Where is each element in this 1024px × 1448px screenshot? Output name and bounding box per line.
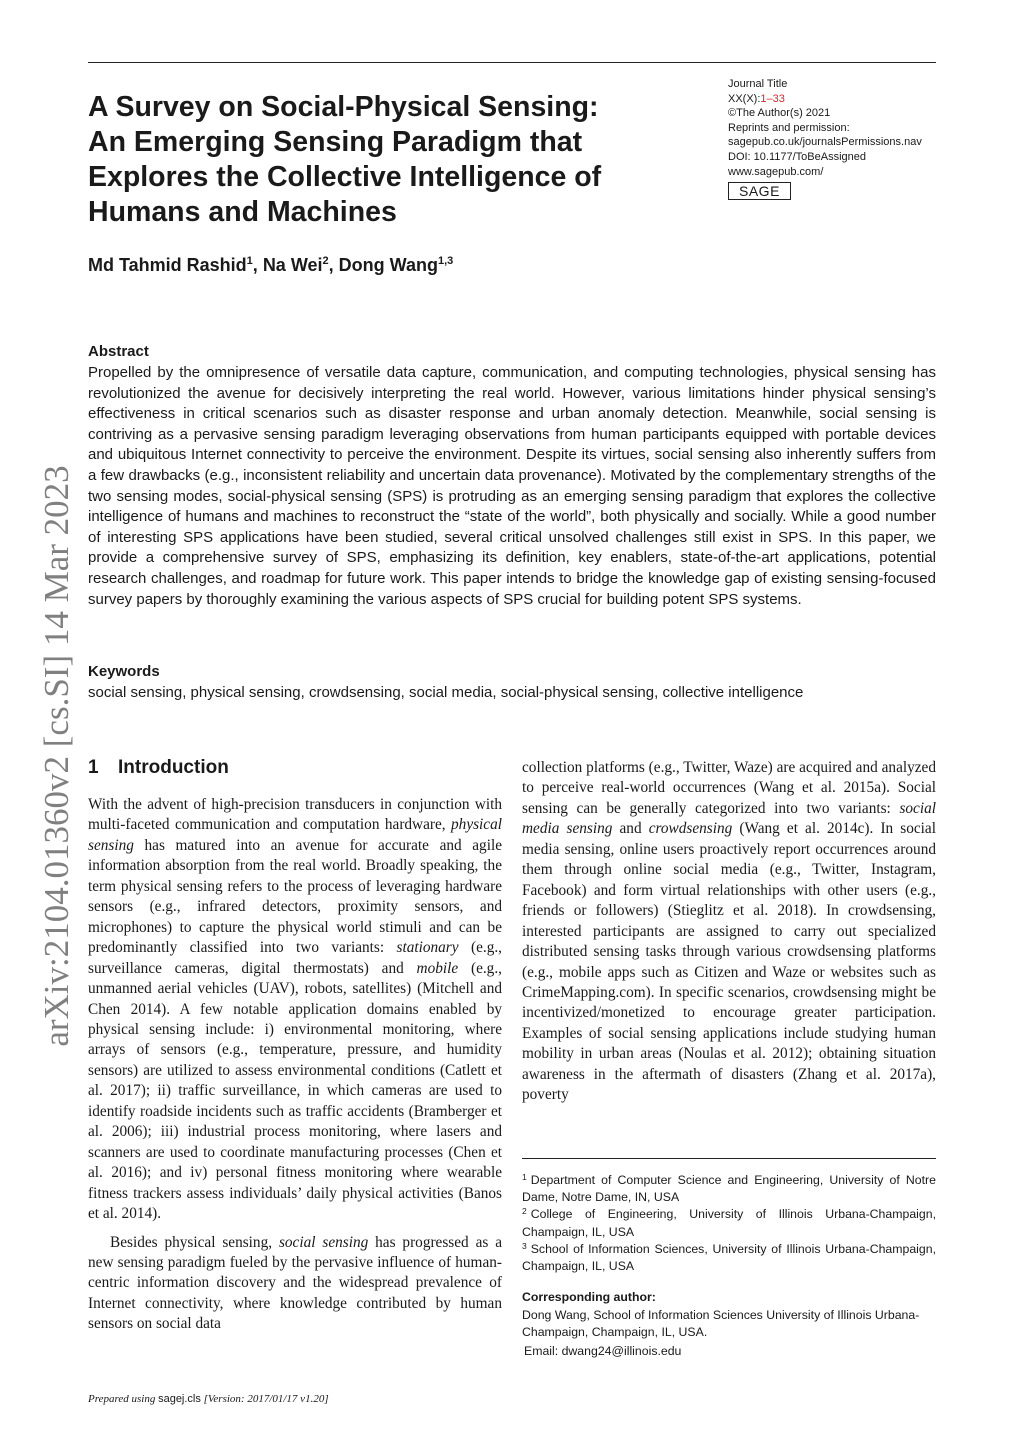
affiliations xyxy=(522,1172,936,1275)
author-name: Na Wei xyxy=(262,255,323,275)
emphasis: social sensing xyxy=(278,1233,369,1251)
footer-version: [Version: 2017/01/17 v1.20] xyxy=(200,1393,329,1405)
emphasis: physical sensing xyxy=(88,816,502,854)
doi: DOI: 10.1177/ToBeAssigned xyxy=(728,150,866,163)
copyright: ©The Author(s) 2021 xyxy=(728,107,831,120)
affiliation-number: 2 xyxy=(522,1206,527,1217)
affiliation-text: College of Engineering, University of Illinois Urbana-Champaign, Champaign, IL, USA xyxy=(522,1207,936,1239)
footer-prefix: Prepared using xyxy=(88,1393,159,1405)
reprints-url: sagepub.co.uk/journalsPermissions.nav xyxy=(728,136,922,149)
journal-website: www.sagepub.com/ xyxy=(728,165,824,178)
section-number: 1 xyxy=(88,757,99,778)
affiliation xyxy=(522,1206,936,1240)
footer-note xyxy=(88,1393,329,1405)
right-column xyxy=(522,758,936,1106)
emphasis: stationary xyxy=(396,939,459,957)
paragraph: With the advent of high-precision transducers in conjunction with multi-faceted communication and computation hardware, physical sensing has matured into an avenue for accurate and agile information absorption from the real world. Broadly speaking, the term physical sensing refers to the process of leveraging hardware sensors (e.g., infrared detectors, proximity sensors, and microphones) to capture the physical world stimuli and can be predominantly classified into two variants: stationary (e.g., surveillance cameras, digital thermostats) and mobile (e.g., unmanned aerial vehicles (UAV), robots, satellites) (Mitchell and Chen 2014). A few notable application domains enabled by physical sensing include: i) environmental monitoring, where arrays of sensors (e.g., temperature, pressure, and humidity sensors) are utilized to assess environmental conditions (Catlett et al. 2017); ii) traffic surveillance, in which cameras are used to identify roadside incidents such as traffic accidents (Bramberger et al. 2006); iii) industrial process monitoring, where lasers and scanners are used to coordinate manufacturing processes (Chen et al. 2016); and iv) personal fitness monitoring where wearable fitness trackers assess individuals’ daily physical activities (Banos et al. 2014). xyxy=(88,796,502,1223)
top-rule xyxy=(88,62,936,63)
affiliation xyxy=(522,1172,936,1206)
corresponding-author-heading: Corresponding author: xyxy=(522,1290,656,1304)
arxiv-identifier: arXiv:2104.01360v2 [cs.SI] 14 Mar 2023 xyxy=(37,465,76,1047)
author-name: Md Tahmid Rashid xyxy=(88,255,247,275)
author-affiliation-mark: 2 xyxy=(322,255,329,267)
keywords-heading: Keywords xyxy=(88,663,160,680)
abstract-heading: Abstract xyxy=(88,343,149,360)
affiliation-text: School of Information Sciences, University of Illinois Urbana-Champaign, Champaign, IL, USA xyxy=(522,1241,936,1274)
paragraph: Besides physical sensing, social sensing has progressed as a new sensing paradigm fueled by the pervasive influence of human-centric information discovery and the widespread prevalence of Internet connectivity, where knowledge contributed by human sensors on social data xyxy=(88,1233,502,1333)
emphasis: crowdsensing xyxy=(648,820,733,838)
volume-prefix: XX(X): xyxy=(728,92,761,105)
author-affiliation-mark: 1,3 xyxy=(437,255,454,267)
corresponding-author-email: Email: dwang24@illinois.edu xyxy=(524,1344,682,1358)
journal-name: Journal Title xyxy=(728,78,788,90)
emphasis: social media sensing xyxy=(522,799,936,838)
footnote-rule xyxy=(522,1158,936,1159)
title-line: Explores the Collective Intelligence of xyxy=(88,161,602,193)
author-list: Md Tahmid Rashid$^1$, Na Wei$^2$, Dong Wang$^{1,3}$ xyxy=(88,255,454,275)
title-line: Humans and Machines xyxy=(88,196,397,228)
author-affiliation-mark: 1 xyxy=(246,255,253,267)
footer-cls: sagej.cls xyxy=(158,1393,201,1405)
title-line: An Emerging Sensing Paradigm that xyxy=(88,126,583,158)
affiliation-text: Department of Computer Science and Engineering, University of Notre Dame, Notre Dame, IN, USA xyxy=(522,1173,936,1205)
reprints-label: Reprints and permission: xyxy=(728,121,850,134)
paper-title xyxy=(88,90,648,230)
keywords-text: social sensing, physical sensing, crowdsensing, social media, social-physical sensing, collective intelligence xyxy=(88,684,804,701)
journal-volume xyxy=(728,92,943,107)
author-name: Dong Wang xyxy=(338,255,438,275)
section-title: Introduction xyxy=(118,757,229,778)
affiliation-number: 3 xyxy=(522,1240,527,1251)
affiliation-number: 1 xyxy=(522,1172,527,1182)
journal-info xyxy=(728,77,943,201)
emphasis: mobile xyxy=(416,959,459,977)
affiliation xyxy=(522,1241,936,1275)
left-column xyxy=(88,795,502,1335)
paragraph: collection platforms (e.g., Twitter, Waze) are acquired and analyzed to perceive real-world occurrences (Wang et al. 2015a). Social sensing can be generally categorized into two variants: social media sensing and crowdsensing (Wang et al. 2014c). In social media sensing, online users proactively report occurrences around them through online social media (e.g., Twitter, Instagram, Facebook) and form virtual relationships with other users (e.g., friends or followers) (Stieglitz et al. 2018). In crowdsensing, interested participants are assigned to carry out specialized distributed sensing tasks through various crowdsensing platforms (e.g., mobile apps such as Citizen and Waze or websites such as CrimeMapping.com). In specific scenarios, crowdsensing might be incentivized/monetized to encourage greater participation. Examples of social sensing applications include studying human mobility in urban areas (Noulas et al. 2012); obtaining situation awareness in the aftermath of disasters (Zhang et al. 2017a), poverty xyxy=(522,759,936,1104)
section-heading xyxy=(88,757,229,779)
page-range[interactable]: 1–33 xyxy=(760,92,785,105)
corresponding-author-text: Dong Wang, School of Information Sciences University of Illinois Urbana-Champaign, Champaign, IL, USA. xyxy=(522,1308,920,1340)
sage-logo: SAGE xyxy=(728,182,791,200)
title-line: A Survey on Social-Physical Sensing: xyxy=(88,91,599,123)
abstract-text: Propelled by the omnipresence of versatile data capture, communication, and computing technologies, physical sensing has revolutionized the avenue for decisively interpreting the real world. However, various limitations hinder physical sensing’s effectiveness in critical scenarios such as disaster response and urban anomaly detection. Meanwhile, social sensing is contriving as a pervasive sensing paradigm leveraging observations from human participants equipped with portable devices and ubiquitous Internet connectivity to perceive the environment. Despite its virtues, social sensing also inherently suffers from a few drawbacks (e.g., inconsistent reliability and uncertain data provenance). Motivated by the complementary strengths of the two sensing modes, social-physical sensing (SPS) is protruding as an emerging sensing paradigm that explores the collective intelligence of humans and machines to reconstruct the “state of the world”, both physically and socially. While a good number of interesting SPS applications have been studied, several critical unsolved challenges still exist in SPS. In this paper, we provide a comprehensive survey of SPS, emphasizing its definition, key enablers, state-of-the-art applications, potential research challenges, and roadmap for future work. This paper intends to bridge the knowledge gap of existing sensing-focused survey papers by thoroughly examining the various aspects of SPS crucial for building potent SPS systems. xyxy=(88,364,936,608)
